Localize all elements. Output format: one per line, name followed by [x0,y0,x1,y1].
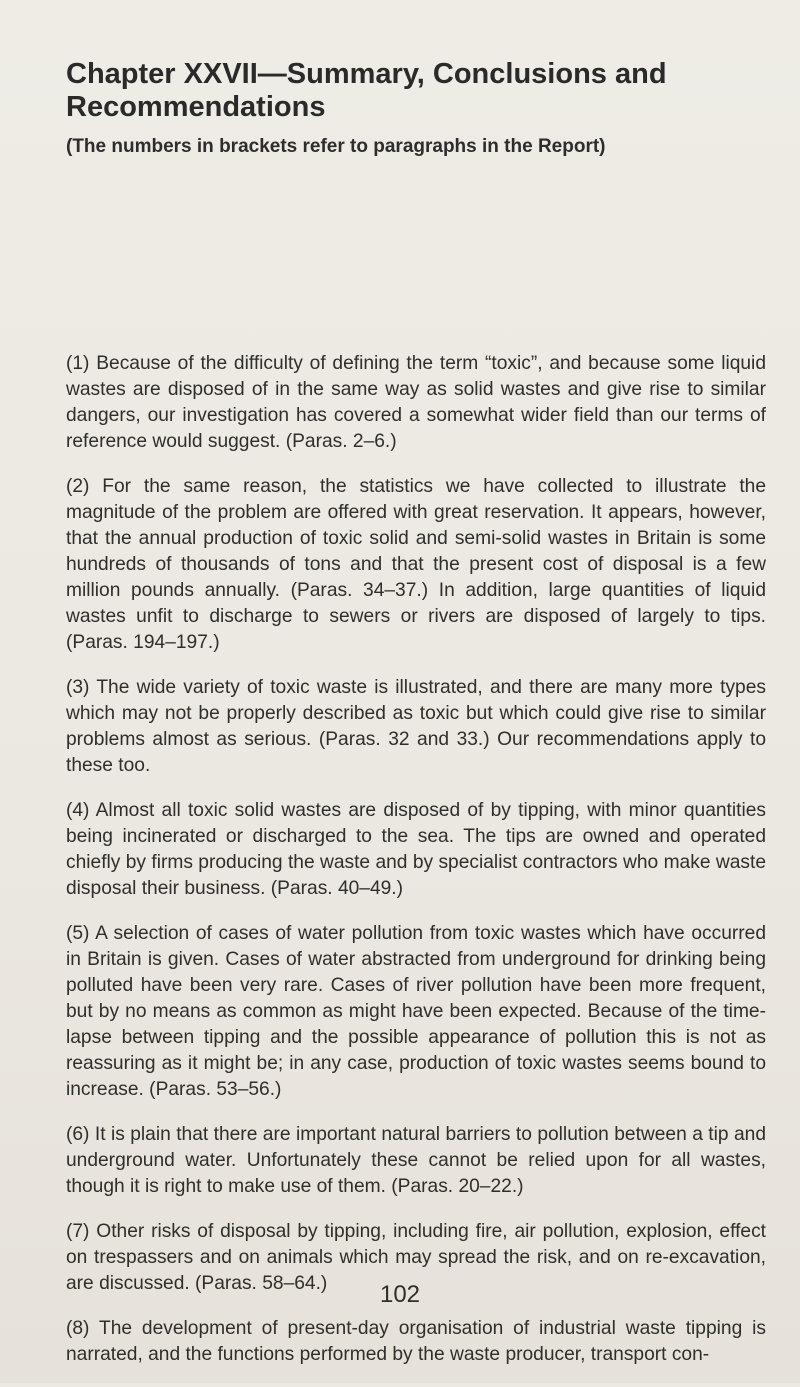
paragraph-5: (5) A selection of cases of water pollution from toxic wastes which have occurred in Britain is given. Cases of water abstracted from underground for drinking being polluted have been very rare. Cases of river pollution have been more frequent, but by no means as common as might have been expected. Because of the time-lapse between tipping and the possible appearance of pollution this is not as reassuring as it might be; in any case, production of toxic wastes seems bound to increase. (Paras. 53–56.) [66,923,766,1100]
paragraph-1: (1) Because of the difficulty of defining the term “toxic”, and because some liquid wastes are disposed of in the same way as solid wastes and give rise to similar dangers, our investigation has covered a somewhat wider field than our terms of reference would suggest. (Paras. 2–6.) [66,353,766,452]
paragraph-3: (3) The wide variety of toxic waste is illustrated, and there are many more types which may not be properly described as toxic but which could give rise to similar problems almost as serious. (Paras. 32 and 33.) Our recommendations apply to these too. [66,677,766,776]
document-body [66,351,766,1387]
paragraph-2: (2) For the same reason, the statistics we have collected to illustrate the magnitude of the problem are offered with great reservation. It appears, however, that the annual production of toxic solid and semi-solid wastes in Britain is some hundreds of thousands of tons and that the present cost of disposal is a few million pounds annually. (Paras. 34–37.) In addition, large quantities of liquid wastes unfit to discharge to sewers or rivers are disposed of largely to tips. (Paras. 194–197.) [66,476,766,653]
chapter-subtitle: (The numbers in brackets refer to paragraphs in the Report) [66,136,606,157]
paragraph-8: (8) The development of present-day organisation of industrial waste tipping is narrated, and the functions performed by the waste producer, transport con- [66,1318,766,1365]
paragraph-6: (6) It is plain that there are important natural barriers to pollution between a tip and underground water. Unfortunately these cannot be relied upon for all wastes, though it is right to make use of them. (Paras. 20–22.) [66,1124,766,1197]
page-number: 102 [379,1281,421,1308]
paragraph-4: (4) Almost all toxic solid wastes are disposed of by tipping, with minor quantities being incinerated or discharged to the sea. The tips are owned and operated chiefly by firms producing the waste and by specialist contractors who make waste disposal their business. (Paras. 40–49.) [66,800,766,899]
paragraph-7: (7) Other risks of disposal by tipping, including fire, air pollution, explosion, effect on trespassers and on animals which may spread the risk, and on re-excavation, are discussed. (Paras. 58–64.) [66,1221,766,1294]
chapter-title: Chapter XXVII—Summary, Conclusions and Recommendations [66,58,667,123]
